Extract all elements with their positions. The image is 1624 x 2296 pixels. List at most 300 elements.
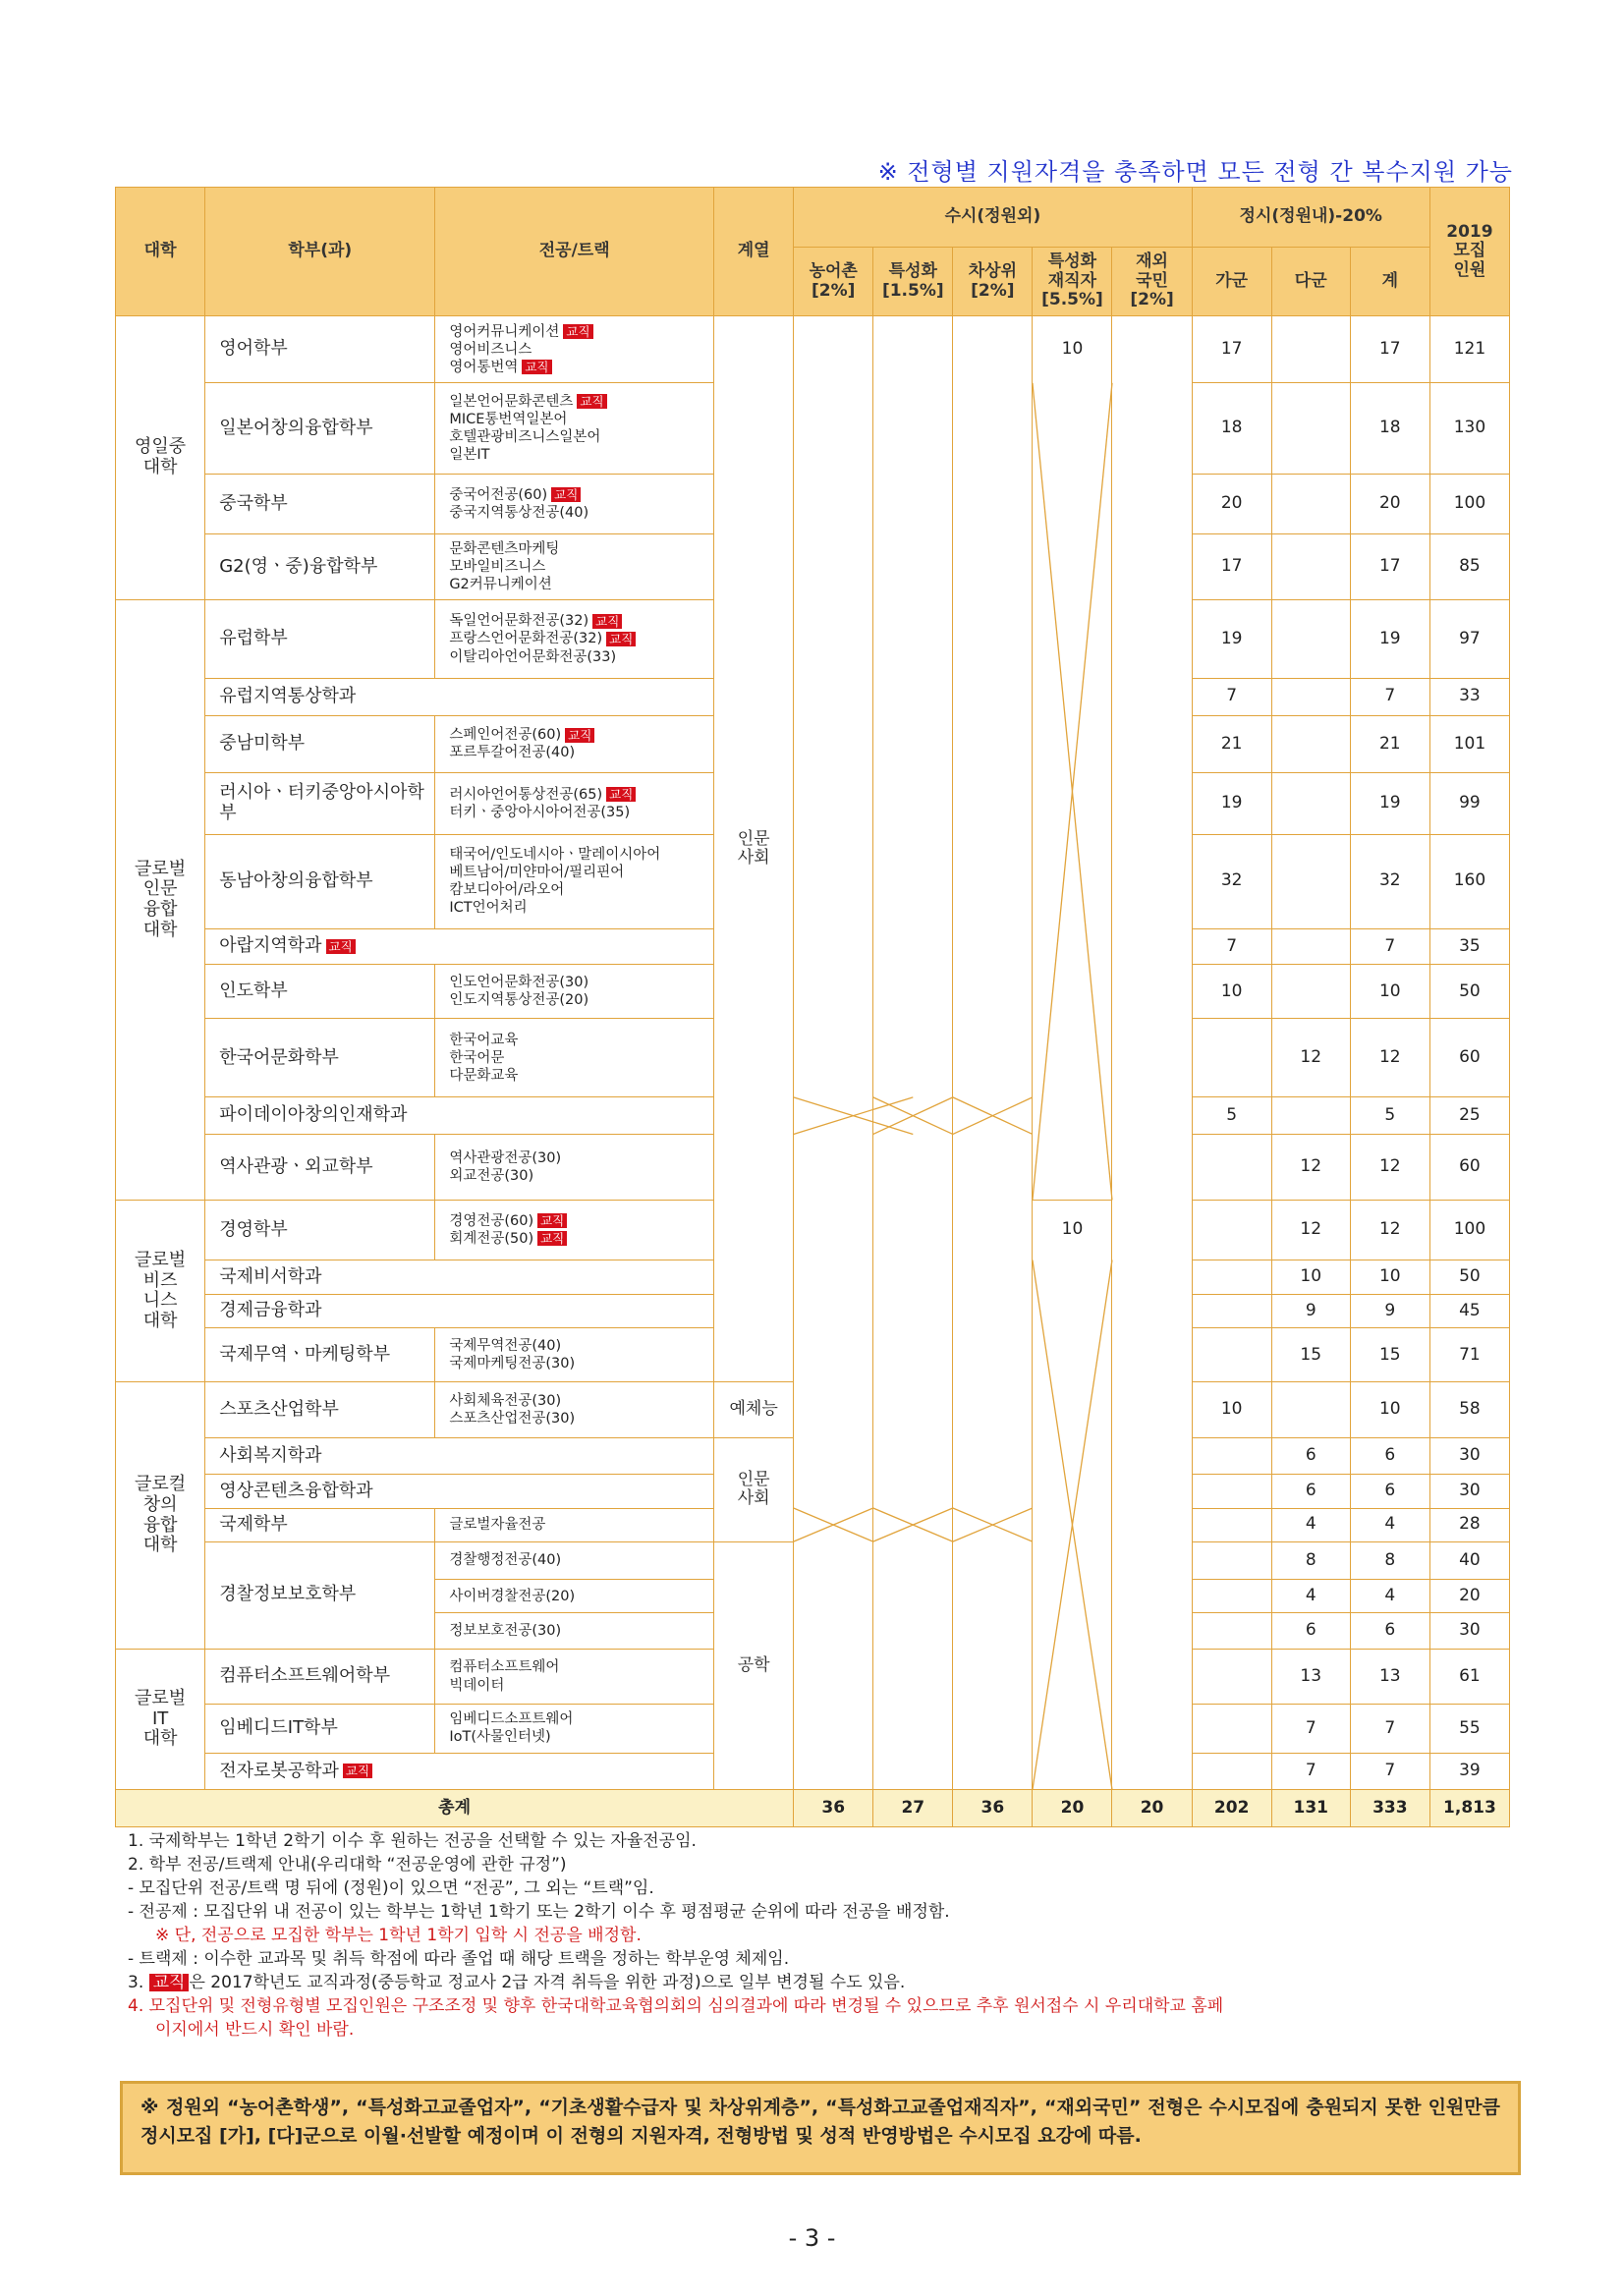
cell-total: 160 bbox=[1429, 834, 1509, 928]
cell-special bbox=[873, 1613, 953, 1649]
cell-specialwork bbox=[1033, 1382, 1112, 1437]
header-sum: 계 bbox=[1350, 248, 1429, 316]
cell-specialwork bbox=[1033, 1705, 1112, 1753]
cell-lowincome bbox=[953, 1437, 1033, 1475]
track-list: 태국어/인도네시아ㆍ말레이시아어 베트남어/미얀마어/필리핀어 캄보디아어/라오어 ICT언어처리 bbox=[435, 834, 714, 928]
cell-da: 12 bbox=[1271, 1134, 1350, 1200]
cell-ga: 20 bbox=[1192, 475, 1271, 534]
cell-ga bbox=[1192, 1019, 1271, 1097]
cell-overseas bbox=[1112, 928, 1192, 964]
table-row bbox=[116, 715, 1510, 773]
table-row bbox=[116, 1705, 1510, 1753]
univ-name: 글로벌 비즈 니스 대학 bbox=[116, 1200, 205, 1382]
cell-lowincome bbox=[953, 1649, 1033, 1704]
total-label: 총계 bbox=[116, 1790, 794, 1827]
cell-da bbox=[1271, 1382, 1350, 1437]
cell-ga bbox=[1192, 1328, 1271, 1382]
cell-special bbox=[873, 1753, 953, 1790]
table-row bbox=[116, 1437, 1510, 1475]
cell-special bbox=[873, 965, 953, 1019]
track-list: 스페인어전공(60) 교직 포르투갈어전공(40) bbox=[435, 715, 714, 773]
cell-sum: 17 bbox=[1350, 316, 1429, 383]
cell-ga bbox=[1192, 1475, 1271, 1508]
cell-lowincome bbox=[953, 928, 1033, 964]
table-row bbox=[116, 1097, 1510, 1135]
cell-ga: 32 bbox=[1192, 834, 1271, 928]
teaching-badge: 교직 bbox=[563, 324, 592, 339]
page-number: - 3 - bbox=[788, 2224, 836, 2252]
cell-special bbox=[873, 1260, 953, 1294]
cell-specialwork bbox=[1033, 1019, 1112, 1097]
cell-overseas bbox=[1112, 834, 1192, 928]
cell-overseas bbox=[1112, 1613, 1192, 1649]
cell-da: 7 bbox=[1271, 1753, 1350, 1790]
cell-total: 101 bbox=[1429, 715, 1509, 773]
cell-specialwork bbox=[1033, 1475, 1112, 1508]
cell-lowincome bbox=[953, 1134, 1033, 1200]
table-row bbox=[116, 316, 1510, 383]
teaching-badge: 교직 bbox=[551, 487, 581, 502]
dept-name: 역사관광ㆍ외교학부 bbox=[205, 1134, 435, 1200]
track-list: 한국어교육 한국어문 다문화교육 bbox=[435, 1019, 714, 1097]
cell-ga bbox=[1192, 1260, 1271, 1294]
cell-total: 50 bbox=[1429, 1260, 1509, 1294]
cell-sum: 12 bbox=[1350, 1019, 1429, 1097]
header-special: 특성화 [1.5%] bbox=[873, 248, 953, 316]
track-list: 임베디드소프트웨어 IoT(사물인터넷) bbox=[435, 1705, 714, 1753]
cell-farm bbox=[794, 475, 873, 534]
cell-overseas bbox=[1112, 1475, 1192, 1508]
cell-special bbox=[873, 1019, 953, 1097]
cell-lowincome bbox=[953, 678, 1033, 715]
univ-name: 글로컬 창의 융합 대학 bbox=[116, 1382, 205, 1649]
total-ga: 202 bbox=[1192, 1790, 1271, 1827]
cell-farm bbox=[794, 534, 873, 600]
cell-special bbox=[873, 316, 953, 383]
table-row bbox=[116, 928, 1510, 964]
cell-farm bbox=[794, 1753, 873, 1790]
cell-da bbox=[1271, 475, 1350, 534]
cell-overseas bbox=[1112, 534, 1192, 600]
cell-sum: 7 bbox=[1350, 928, 1429, 964]
note-3: 3. 교직 은 2017학년도 교직과정(중등학교 정교사 2급 자격 취득을 위한 과정)으로 일부 변경될 수도 있음. bbox=[128, 1973, 906, 1992]
cell-da bbox=[1271, 715, 1350, 773]
table-row bbox=[116, 1019, 1510, 1097]
note-3-badge: 교직 bbox=[149, 1974, 190, 1991]
cell-sum: 6 bbox=[1350, 1613, 1429, 1649]
cell-lowincome bbox=[953, 1705, 1033, 1753]
table-row bbox=[116, 834, 1510, 928]
cell-special bbox=[873, 715, 953, 773]
cell-lowincome bbox=[953, 1295, 1033, 1328]
cell-farm bbox=[794, 1097, 873, 1135]
cell-ga: 18 bbox=[1192, 383, 1271, 475]
cell-specialwork bbox=[1033, 1134, 1112, 1200]
cell-sum: 10 bbox=[1350, 1260, 1429, 1294]
cell-ga bbox=[1192, 1437, 1271, 1475]
dept-name: 국제학부 bbox=[205, 1508, 435, 1541]
table-row bbox=[116, 1475, 1510, 1508]
dept-name: 컴퓨터소프트웨어학부 bbox=[205, 1649, 435, 1704]
dept-name: 영어학부 bbox=[205, 316, 435, 383]
teaching-badge: 교직 bbox=[606, 632, 636, 646]
note-2a: - 모집단위 전공/트랙 명 뒤에 (정원)이 있으면 “전공”, 그 외는 “트랙”임. bbox=[128, 1878, 654, 1898]
cell-ga: 17 bbox=[1192, 534, 1271, 600]
cell-lowincome bbox=[953, 1097, 1033, 1135]
header-farm: 농어촌 [2%] bbox=[794, 248, 873, 316]
track-list: 경영전공(60) 교직 회계전공(50) 교직 bbox=[435, 1200, 714, 1260]
cell-sum: 19 bbox=[1350, 773, 1429, 834]
cell-farm bbox=[794, 1295, 873, 1328]
track-list: 글로벌자율전공 bbox=[435, 1508, 714, 1541]
cell-sum: 7 bbox=[1350, 1705, 1429, 1753]
cell-overseas bbox=[1112, 1382, 1192, 1437]
table-row bbox=[116, 1508, 1510, 1541]
cell-overseas bbox=[1112, 965, 1192, 1019]
cell-da: 15 bbox=[1271, 1328, 1350, 1382]
track-list: 사이버경찰전공(20) bbox=[435, 1580, 714, 1613]
cell-sum: 12 bbox=[1350, 1134, 1429, 1200]
quota-table bbox=[115, 187, 1510, 1827]
notes-section bbox=[128, 1829, 1523, 2042]
cell-specialwork bbox=[1033, 600, 1112, 679]
cell-ga: 7 bbox=[1192, 928, 1271, 964]
total-total: 1,813 bbox=[1429, 1790, 1509, 1827]
cell-lowincome bbox=[953, 1580, 1033, 1613]
cell-da: 4 bbox=[1271, 1508, 1350, 1541]
note-2c: ※ 단, 전공으로 모집한 학부는 1학년 1학기 입학 시 전공을 배정함. bbox=[155, 1926, 642, 1945]
cell-da bbox=[1271, 928, 1350, 964]
cell-total: 55 bbox=[1429, 1705, 1509, 1753]
track-list: 국제무역전공(40) 국제마케팅전공(30) bbox=[435, 1328, 714, 1382]
cell-specialwork: 10 bbox=[1033, 1200, 1112, 1260]
cell-total: 30 bbox=[1429, 1437, 1509, 1475]
cell-da bbox=[1271, 834, 1350, 928]
cell-sum: 10 bbox=[1350, 965, 1429, 1019]
dept-name: 동남아창의융합학부 bbox=[205, 834, 435, 928]
cell-special bbox=[873, 678, 953, 715]
cell-special bbox=[873, 1200, 953, 1260]
table-row bbox=[116, 600, 1510, 679]
cell-total: 25 bbox=[1429, 1097, 1509, 1135]
total-sum: 333 bbox=[1350, 1790, 1429, 1827]
track-list: 중국어전공(60) 교직 중국지역통상전공(40) bbox=[435, 475, 714, 534]
total-farm: 36 bbox=[794, 1790, 873, 1827]
cell-sum: 13 bbox=[1350, 1649, 1429, 1704]
teaching-badge: 교직 bbox=[326, 939, 356, 954]
cell-lowincome bbox=[953, 475, 1033, 534]
cell-da bbox=[1271, 316, 1350, 383]
cell-da bbox=[1271, 965, 1350, 1019]
dept-name: 국제무역ㆍ마케팅학부 bbox=[205, 1328, 435, 1382]
teaching-badge: 교직 bbox=[592, 614, 622, 629]
cell-da: 9 bbox=[1271, 1295, 1350, 1328]
cell-ga bbox=[1192, 1541, 1271, 1580]
header-ga: 가군 bbox=[1192, 248, 1271, 316]
cell-total: 35 bbox=[1429, 928, 1509, 964]
cell-overseas bbox=[1112, 475, 1192, 534]
cell-special bbox=[873, 1705, 953, 1753]
cell-ga bbox=[1192, 1295, 1271, 1328]
cell-overseas bbox=[1112, 1328, 1192, 1382]
field-name: 공학 bbox=[714, 1541, 794, 1790]
cell-sum: 4 bbox=[1350, 1508, 1429, 1541]
dept-name: 러시아ㆍ터키중앙아시아학부 bbox=[205, 773, 435, 834]
cell-lowincome bbox=[953, 1019, 1033, 1097]
univ-name: 글로벌 인문 융합 대학 bbox=[116, 600, 205, 1201]
cell-special bbox=[873, 383, 953, 475]
cell-farm bbox=[794, 600, 873, 679]
cell-specialwork bbox=[1033, 1580, 1112, 1613]
cell-da bbox=[1271, 1097, 1350, 1135]
cell-special bbox=[873, 1437, 953, 1475]
header-specialwork: 특성화 재직자 [5.5%] bbox=[1033, 248, 1112, 316]
cell-total: 58 bbox=[1429, 1382, 1509, 1437]
table-row bbox=[116, 1382, 1510, 1437]
cell-farm bbox=[794, 1705, 873, 1753]
cell-ga bbox=[1192, 1705, 1271, 1753]
track-list: 경찰행정전공(40) bbox=[435, 1541, 714, 1580]
cell-overseas bbox=[1112, 1508, 1192, 1541]
table-row bbox=[116, 1260, 1510, 1294]
cell-specialwork bbox=[1033, 475, 1112, 534]
dept-name: 인도학부 bbox=[205, 965, 435, 1019]
cell-farm bbox=[794, 1382, 873, 1437]
dept-name: 사회복지학과 bbox=[205, 1437, 714, 1475]
dept-name: G2(영ㆍ중)융합학부 bbox=[205, 534, 435, 600]
total-da: 131 bbox=[1271, 1790, 1350, 1827]
cell-da bbox=[1271, 600, 1350, 679]
cell-farm bbox=[794, 1580, 873, 1613]
total-row bbox=[116, 1790, 1510, 1827]
table-row bbox=[116, 383, 1510, 475]
cell-lowincome bbox=[953, 1475, 1033, 1508]
note-1: 1. 국제학부는 1학년 2학기 이수 후 원하는 전공을 선택할 수 있는 자율전공임. bbox=[128, 1831, 697, 1851]
header-da: 다군 bbox=[1271, 248, 1350, 316]
cell-da: 12 bbox=[1271, 1019, 1350, 1097]
table-row bbox=[116, 475, 1510, 534]
cell-da: 6 bbox=[1271, 1437, 1350, 1475]
cell-specialwork bbox=[1033, 534, 1112, 600]
cell-farm bbox=[794, 1437, 873, 1475]
dept-name: 전자로봇공학과 교직 bbox=[205, 1753, 714, 1790]
cell-ga bbox=[1192, 1753, 1271, 1790]
cell-total: 71 bbox=[1429, 1328, 1509, 1382]
cell-da: 8 bbox=[1271, 1541, 1350, 1580]
cell-overseas bbox=[1112, 1649, 1192, 1704]
total-specialwork: 20 bbox=[1033, 1790, 1112, 1827]
cell-farm bbox=[794, 1200, 873, 1260]
cell-total: 60 bbox=[1429, 1019, 1509, 1097]
cell-ga bbox=[1192, 1508, 1271, 1541]
cell-sum: 7 bbox=[1350, 678, 1429, 715]
cell-overseas bbox=[1112, 773, 1192, 834]
cell-ga bbox=[1192, 1613, 1271, 1649]
cell-lowincome bbox=[953, 1200, 1033, 1260]
cell-specialwork bbox=[1033, 1437, 1112, 1475]
cell-specialwork bbox=[1033, 834, 1112, 928]
cell-sum: 15 bbox=[1350, 1328, 1429, 1382]
cell-total: 60 bbox=[1429, 1134, 1509, 1200]
cell-farm bbox=[794, 1613, 873, 1649]
cell-lowincome bbox=[953, 383, 1033, 475]
cell-total: 20 bbox=[1429, 1580, 1509, 1613]
track-list: 사회체육전공(30) 스포츠산업전공(30) bbox=[435, 1382, 714, 1437]
cell-ga: 10 bbox=[1192, 1382, 1271, 1437]
cell-da: 12 bbox=[1271, 1200, 1350, 1260]
cell-da: 6 bbox=[1271, 1475, 1350, 1508]
table-row bbox=[116, 1541, 1510, 1580]
track-list: 역사관광전공(30) 외교전공(30) bbox=[435, 1134, 714, 1200]
cell-overseas bbox=[1112, 1295, 1192, 1328]
cell-special bbox=[873, 1649, 953, 1704]
teaching-badge: 교직 bbox=[577, 394, 606, 409]
field-name: 인문 사회 bbox=[714, 1437, 794, 1541]
cell-farm bbox=[794, 1541, 873, 1580]
cell-lowincome bbox=[953, 534, 1033, 600]
table-row bbox=[116, 678, 1510, 715]
cell-total: 40 bbox=[1429, 1541, 1509, 1580]
cell-lowincome bbox=[953, 1613, 1033, 1649]
cell-sum: 17 bbox=[1350, 534, 1429, 600]
cell-special bbox=[873, 1097, 953, 1135]
dept-name: 임베디드IT학부 bbox=[205, 1705, 435, 1753]
track-list: 러시아언어통상전공(65) 교직 터키ㆍ중앙아시아어전공(35) bbox=[435, 773, 714, 834]
cell-lowincome bbox=[953, 1260, 1033, 1294]
cell-farm bbox=[794, 1475, 873, 1508]
header-track: 전공/트랙 bbox=[435, 188, 714, 316]
cell-total: 50 bbox=[1429, 965, 1509, 1019]
header-lowincome: 차상위 [2%] bbox=[953, 248, 1033, 316]
univ-name: 영일중 대학 bbox=[116, 316, 205, 600]
table-row bbox=[116, 773, 1510, 834]
table-row bbox=[116, 1328, 1510, 1382]
cell-da: 4 bbox=[1271, 1580, 1350, 1613]
table-row bbox=[116, 1200, 1510, 1260]
cell-total: 45 bbox=[1429, 1295, 1509, 1328]
cell-overseas bbox=[1112, 600, 1192, 679]
cell-sum: 10 bbox=[1350, 1382, 1429, 1437]
note-2d: - 트랙제 : 이수한 교과목 및 취득 학점에 따라 졸업 때 해당 트랙을 정하는 학부운영 체제임. bbox=[128, 1949, 790, 1969]
cell-sum: 20 bbox=[1350, 475, 1429, 534]
cell-ga bbox=[1192, 1134, 1271, 1200]
cell-overseas bbox=[1112, 1437, 1192, 1475]
cell-overseas bbox=[1112, 1705, 1192, 1753]
cell-lowincome bbox=[953, 1541, 1033, 1580]
cell-specialwork bbox=[1033, 1541, 1112, 1580]
cell-farm bbox=[794, 316, 873, 383]
cell-total: 39 bbox=[1429, 1753, 1509, 1790]
cell-overseas bbox=[1112, 715, 1192, 773]
teaching-badge: 교직 bbox=[537, 1213, 567, 1228]
cell-special bbox=[873, 600, 953, 679]
cell-ga: 5 bbox=[1192, 1097, 1271, 1135]
cell-ga bbox=[1192, 1649, 1271, 1704]
cell-da: 10 bbox=[1271, 1260, 1350, 1294]
teaching-badge: 교직 bbox=[606, 787, 636, 802]
cell-da bbox=[1271, 678, 1350, 715]
cell-special bbox=[873, 1382, 953, 1437]
cell-total: 121 bbox=[1429, 316, 1509, 383]
teaching-badge: 교직 bbox=[565, 728, 594, 743]
cell-special bbox=[873, 834, 953, 928]
cell-overseas bbox=[1112, 316, 1192, 383]
cell-total: 33 bbox=[1429, 678, 1509, 715]
cell-farm bbox=[794, 383, 873, 475]
cell-sum: 19 bbox=[1350, 600, 1429, 679]
teaching-badge: 교직 bbox=[343, 1764, 372, 1778]
cell-specialwork: 10 bbox=[1033, 316, 1112, 383]
cell-ga: 19 bbox=[1192, 600, 1271, 679]
cell-special bbox=[873, 1295, 953, 1328]
cell-lowincome bbox=[953, 834, 1033, 928]
cell-farm bbox=[794, 1508, 873, 1541]
total-lowincome: 36 bbox=[953, 1790, 1033, 1827]
cell-farm bbox=[794, 1019, 873, 1097]
header-dept: 학부(과) bbox=[205, 188, 435, 316]
cell-lowincome bbox=[953, 1508, 1033, 1541]
cell-sum: 7 bbox=[1350, 1753, 1429, 1790]
cell-total: 99 bbox=[1429, 773, 1509, 834]
cell-lowincome bbox=[953, 316, 1033, 383]
cell-sum: 21 bbox=[1350, 715, 1429, 773]
cell-da bbox=[1271, 383, 1350, 475]
bottom-notice-box: ※ 정원외 “농어촌학생”, “특성화고교졸업자”, “기초생활수급자 및 차상위계층”, “특성화고교졸업재직자”, “재외국민” 전형은 수시모집에 충원되지 못한 인원만큼 정시모집 [가], [다]군으로 이월·선발할 예정이며 이 전형의 지원자격, 전형방법 및 성적 반영방법은 수시모집 요강에 따름. bbox=[120, 2081, 1521, 2175]
cell-special bbox=[873, 1508, 953, 1541]
track-list: 문화콘텐츠마케팅 모바일비즈니스 G2커뮤니케이션 bbox=[435, 534, 714, 600]
cell-total: 100 bbox=[1429, 475, 1509, 534]
note-3-text: 은 2017학년도 교직과정(중등학교 정교사 2급 자격 취득을 위한 과정)으로 일부 변경될 수도 있음. bbox=[189, 1973, 906, 1992]
cell-specialwork bbox=[1033, 773, 1112, 834]
dept-name: 경찰정보보호학부 bbox=[205, 1541, 435, 1649]
quota-table-wrap bbox=[115, 187, 1510, 1827]
cell-overseas bbox=[1112, 1541, 1192, 1580]
cell-special bbox=[873, 1475, 953, 1508]
cell-sum: 6 bbox=[1350, 1475, 1429, 1508]
cell-special bbox=[873, 1541, 953, 1580]
dept-name: 중국학부 bbox=[205, 475, 435, 534]
cell-ga: 10 bbox=[1192, 965, 1271, 1019]
cell-overseas bbox=[1112, 1260, 1192, 1294]
cell-total: 30 bbox=[1429, 1613, 1509, 1649]
dept-name: 스포츠산업학부 bbox=[205, 1382, 435, 1437]
teaching-badge: 교직 bbox=[522, 360, 551, 374]
header-susi: 수시(정원외) bbox=[794, 188, 1192, 248]
cell-da: 7 bbox=[1271, 1705, 1350, 1753]
dept-name: 유럽지역통상학과 bbox=[205, 678, 714, 715]
cell-sum: 5 bbox=[1350, 1097, 1429, 1135]
cell-lowincome bbox=[953, 1328, 1033, 1382]
cell-specialwork bbox=[1033, 1260, 1112, 1294]
cell-overseas bbox=[1112, 678, 1192, 715]
cell-total: 28 bbox=[1429, 1508, 1509, 1541]
note-2b: - 전공제 : 모집단위 내 전공이 있는 학부는 1학년 1학기 또는 2학기 이수 후 평점평균 순위에 따라 전공을 배정함. bbox=[128, 1902, 950, 1922]
univ-name: 글로벌 IT 대학 bbox=[116, 1649, 205, 1789]
note-2: 2. 학부 전공/트랙제 안내(우리대학 “전공운영에 관한 규정”) bbox=[128, 1855, 567, 1875]
top-note: ※ 전형별 지원자격을 충족하면 모든 전형 간 복수지원 가능 bbox=[877, 158, 1513, 186]
note-4b: 이지에서 반드시 확인 바람. bbox=[155, 2020, 355, 2040]
cell-farm bbox=[794, 678, 873, 715]
dept-name: 유럽학부 bbox=[205, 600, 435, 679]
cell-special bbox=[873, 1328, 953, 1382]
cell-total: 85 bbox=[1429, 534, 1509, 600]
cell-overseas bbox=[1112, 383, 1192, 475]
table-row bbox=[116, 965, 1510, 1019]
cell-overseas bbox=[1112, 1019, 1192, 1097]
cell-sum: 6 bbox=[1350, 1437, 1429, 1475]
cell-da: 6 bbox=[1271, 1613, 1350, 1649]
cell-farm bbox=[794, 1649, 873, 1704]
